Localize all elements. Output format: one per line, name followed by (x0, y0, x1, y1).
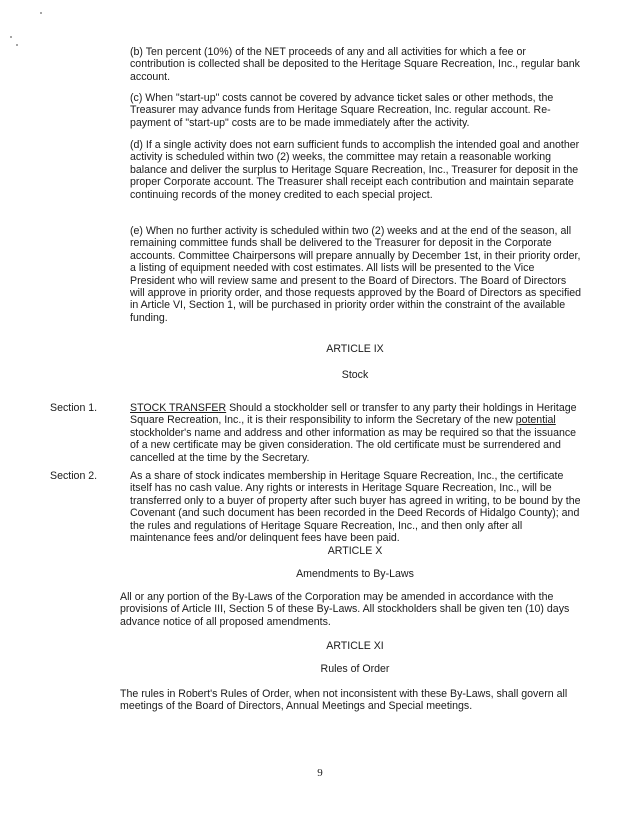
section-1-text (130, 402, 582, 464)
article-xi-text: The rules in Robert's Rules of Order, when not inconsistent with these By-Laws, shall govern all meetings of the Board of Directors, Annual Meetings and Special meetings. (120, 688, 568, 713)
article-xi-subheading: Rules of Order (320, 663, 390, 675)
scan-speck (10, 36, 12, 38)
section-1-text-b: stockholder's name and address and other information as may be required so that the issuance of a new certificate may be given consideration. The old certificate must be surrendered and cancelled at the time by the Secretary. (130, 426, 577, 464)
article-xi-heading: ARTICLE XI (326, 640, 384, 652)
section-2-label: Section 2. (50, 470, 98, 482)
scan-speck (40, 12, 42, 14)
stock-transfer-title: STOCK TRANSFER (130, 402, 227, 414)
paragraph-c: (c) When "start-up" costs cannot be covered by advance ticket sales or other methods, the Treasurer may advance funds from Heritage Square Recreation, Inc. regular account. Re-payment of "start-up" costs are to be made immediately after the activity. (130, 92, 554, 129)
article-x-heading: ARTICLE X (327, 545, 383, 557)
article-x-subheading: Amendments to By-Laws (296, 568, 414, 580)
article-x-text: All or any portion of the By-Laws of the Corporation may be amended in accordance with the provisions of Article III, Section 5 of these By-Laws. All stockholders shall be given ten (10) days advance notice of all proposed amendments. (120, 591, 570, 628)
paragraph-d: (d) If a single activity does not earn sufficient funds to accomplish the intended goal and another activity is scheduled within two (2) weeks, the committee may retain a reasonable working balance and deliver the surplus to Heritage Square Recreation, Inc., Treasurer for deposit in the proper Corporate account. The Treasurer shall receipt each contribution and maintain separate continuing records of the money credited to each special project. (130, 139, 580, 201)
page-number: 9 (317, 767, 323, 779)
section-1-text-a: Should a stockholder sell or transfer to any party their holdings in Heritage Square Recreation, Inc., it is their responsibility to inform the Secretary of the new (130, 402, 577, 427)
section-2-text: As a share of stock indicates membership in Heritage Square Recreation, Inc., the certificate itself has no cash value. Any rights or interests in Heritage Square Recreation, Inc., will be transferred only to a buyer of property after such buyer has agreed in writing, to be bound by the Covenant (and such document has been recorded in the Deed Records of Hidalgo County); and the rules and regulations of Heritage Square Recreation, Inc., and then only after all maintenance fees and/or delinquent fees have been paid. (130, 470, 581, 545)
article-ix-heading: ARTICLE IX (326, 343, 384, 355)
section-1-underlined-word: potential (515, 414, 556, 427)
section-1-label: Section 1. (50, 402, 98, 414)
paragraph-b: (b) Ten percent (10%) of the NET proceeds of any and all activities for which a fee or contribution is collected shall be deposited to the Heritage Square Recreation, Inc., regular bank account. (130, 46, 580, 83)
article-ix-subheading: Stock (341, 369, 369, 381)
scan-speck (16, 44, 18, 46)
paragraph-e: (e) When no further activity is scheduled within two (2) weeks and at the end of the season, all remaining committee funds shall be delivered to the Treasurer for deposit in the Corporate accounts. Committee Chairpersons will prepare annually by December 1st, in their priority order, a listing of equipment needed with cost estimates. All lists will be presented to the Vice President who will review same and present to the Board of Directors. The Board of Directors will approve in priority order, and those requests approved by the Board of Directors as specified in Article VI, Section 1, will be purchased in priority order within the constraint of the available funding. (130, 225, 582, 324)
